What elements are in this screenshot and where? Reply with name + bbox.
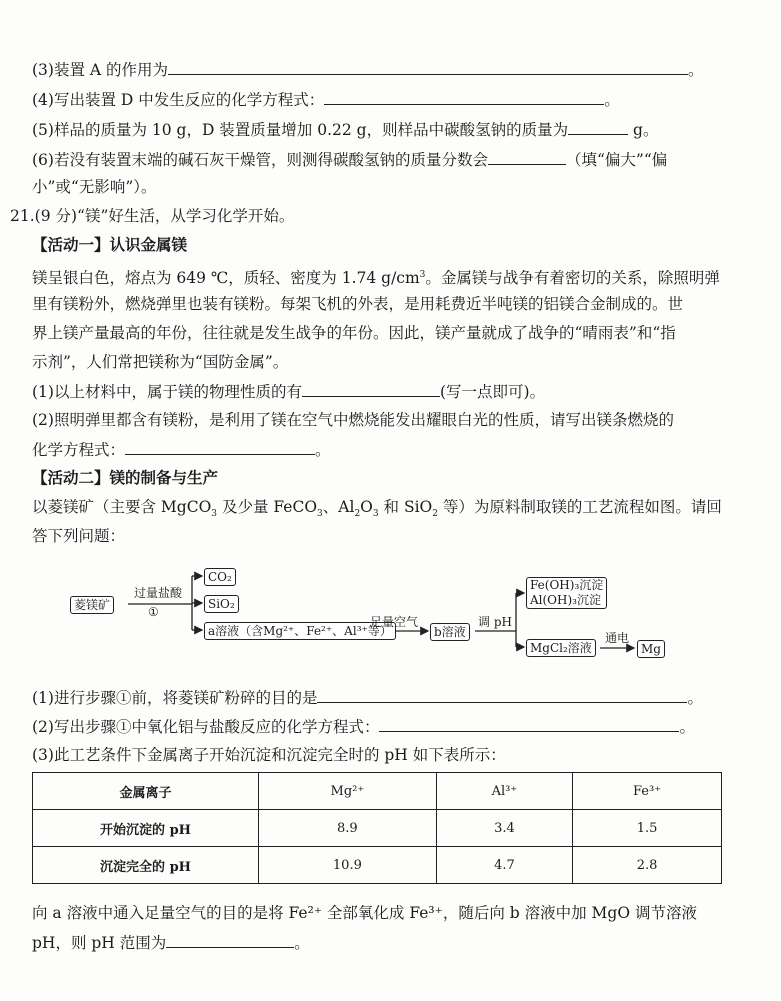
question-6: (6)若没有装置末端的碱石灰干燥管，则测得碳酸氢钠的质量分数会 （填“偏大”“偏 xyxy=(32,148,751,171)
electrolysis-label: 通电 xyxy=(605,631,630,645)
activity-2-intro-cont: 答下列问题： xyxy=(32,527,126,545)
question-5: (5)样品的质量为 10 g，D 装置质量增加 0.22 g，则样品中碳酸氢钠的质量为 g。 xyxy=(32,118,751,141)
answer-blank[interactable] xyxy=(317,686,687,703)
mgcl2-box: MgCl₂溶液 xyxy=(526,639,596,657)
question-4: (4)写出装置 D 中发生反应的化学方程式： 。 xyxy=(32,88,751,111)
answer-blank[interactable] xyxy=(324,88,604,105)
table-cell: 8.9 xyxy=(259,810,437,847)
a-solution-box: a溶液（含Mg²⁺、Fe²⁺、Al³⁺等） xyxy=(204,622,396,640)
process-flowchart xyxy=(60,560,680,670)
activity-1-paragraph: 示剂”，人们常把镁称为“国防金属”。 xyxy=(32,353,289,371)
question-6-cont: 小”或“无影响”）。 xyxy=(32,178,157,196)
table-cell: 沉淀完全的 pH xyxy=(33,847,259,884)
precipitate-box: Fe(OH)₃沉淀 Al(OH)₃沉淀 xyxy=(526,577,607,609)
table-cell: 开始沉淀的 pH xyxy=(33,810,259,847)
activity-2-question-2: (2)写出步骤①中氧化铝与盐酸反应的化学方程式： 。 xyxy=(32,715,751,738)
table-header-row xyxy=(33,773,722,810)
answer-blank[interactable] xyxy=(125,438,315,455)
air-label: 足量空气 xyxy=(370,615,419,629)
activity-2-intro: 以菱镁矿（主要含 MgCO$_3$ 及少量 FeCO$_3$、$Al_2O_3$ 和 SiO$_2$ 等）为原料制取镁的工艺流程如图。请回 xyxy=(32,498,722,520)
answer-blank[interactable] xyxy=(488,148,566,165)
ore-box: 菱镁矿 xyxy=(70,596,114,614)
step-number: ① xyxy=(148,605,159,619)
table-header-cell: Fe³⁺ xyxy=(573,773,722,810)
activity-1-paragraph: 镁呈银白色，熔点为 649 ℃，质轻、密度为 1.74 $g/cm^3$。金属镁与战争有着密切的关系，除照明弹 xyxy=(32,269,720,288)
table-cell: 3.4 xyxy=(436,810,572,847)
table-header-cell: Al³⁺ xyxy=(436,773,572,810)
hcl-label: 过量盐酸 xyxy=(134,586,183,600)
answer-blank[interactable] xyxy=(568,118,628,135)
final-question-cont: pH，则 pH 范围为 。 xyxy=(32,931,751,954)
table-cell: 10.9 xyxy=(259,847,437,884)
table-row xyxy=(33,810,722,847)
sio2-box: SiO₂ xyxy=(204,595,239,613)
activity-2-heading: 【活动二】镁的制备与生产 xyxy=(32,468,219,487)
final-question: 向 a 溶液中通入足量空气的目的是将 Fe²⁺ 全部氧化成 Fe³⁺，随后向 b 溶液中加 MgO 调节溶液 xyxy=(32,904,697,922)
question-21-title: 21.(9 分)“镁”好生活，从学习化学开始。 xyxy=(10,207,295,225)
answer-blank[interactable] xyxy=(166,931,294,948)
answer-blank[interactable] xyxy=(302,380,440,397)
table-header-cell: Mg²⁺ xyxy=(259,773,437,810)
answer-blank[interactable] xyxy=(168,58,688,75)
mg-box: Mg xyxy=(637,640,665,658)
question-3: (3)装置 A 的作用为 。 xyxy=(32,58,751,81)
table-header-cell: 金属离子 xyxy=(33,773,259,810)
activity-1-paragraph: 界上镁产量最高的年份，往往就是发生战争的年份。因此，镁产量就成了战争的“晴雨表”和“指 xyxy=(32,324,676,342)
activity-2-question-1: (1)进行步骤①前，将菱镁矿粉碎的目的是 。 xyxy=(32,686,751,709)
ph-label: 调 pH xyxy=(478,615,512,629)
activity-1-heading: 【活动一】认识金属镁 xyxy=(32,235,188,254)
activity-2-question-3: (3)此工艺条件下金属离子开始沉淀和沉淀完全时的 pH 如下表所示： xyxy=(32,746,506,764)
table-cell: 1.5 xyxy=(573,810,722,847)
activity-1-paragraph: 里有镁粉外，燃烧弹里也装有镁粉。每架飞机的外表，是用耗费近半吨镁的铝镁合金制成的。世 xyxy=(32,295,684,313)
ph-table xyxy=(32,772,722,884)
table-cell: 4.7 xyxy=(436,847,572,884)
answer-blank[interactable] xyxy=(379,715,679,732)
co2-box: CO₂ xyxy=(204,568,236,586)
table-cell: 2.8 xyxy=(573,847,722,884)
activity-1-question-1: (1)以上材料中，属于镁的物理性质的有 (写一点即可)。 xyxy=(32,380,751,403)
table-row xyxy=(33,847,722,884)
b-solution-box: b溶液 xyxy=(430,623,470,641)
activity-1-question-2-cont: 化学方程式： 。 xyxy=(32,438,751,461)
activity-1-question-2: (2)照明弹里都含有镁粉，是利用了镁在空气中燃烧能发出耀眼白光的性质，请写出镁条燃烧的 xyxy=(32,411,674,429)
